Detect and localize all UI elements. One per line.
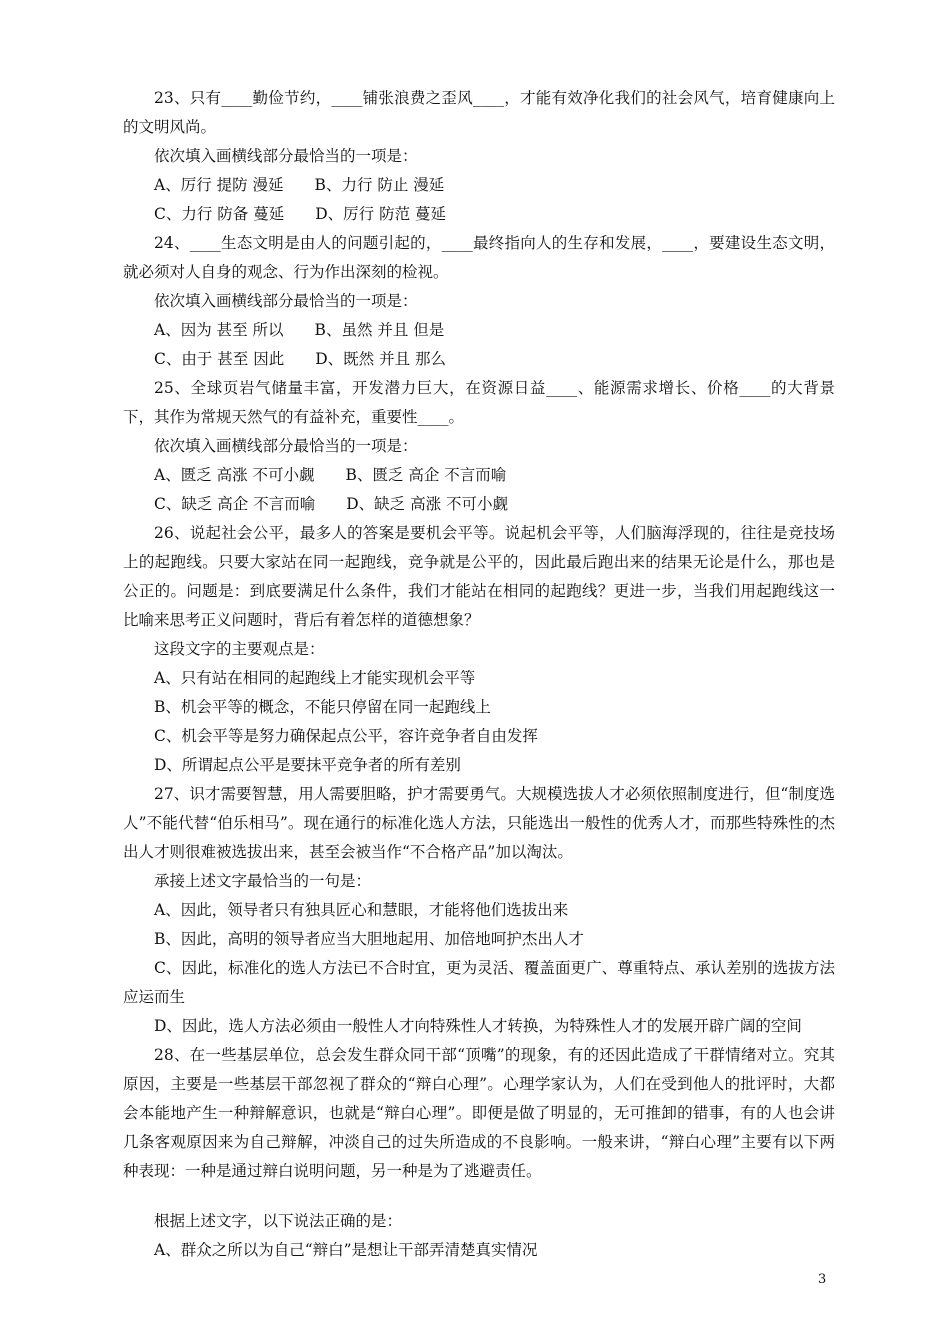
option-d: D、所谓起点公平是要抹平竞争者的所有差别 [154,756,461,774]
question-26 [123,519,835,780]
question-stem: 25、全球页岩气储量丰富，开发潜力巨大，在资源日益____、能源需求增长、价格____的大背景下，其作为常规天然气的有益补充，重要性____。 [123,379,835,426]
option-row: A、因为 甚至 所以 B、虽然 并且 但是 [154,321,445,339]
option-row: C、由于 甚至 因此 D、既然 并且 那么 [154,350,446,368]
option-row: A、匮乏 高涨 不可小觑 B、匮乏 高企 不言而喻 [154,466,507,484]
option-a: A、因此，领导者只有独具匠心和慧眼，才能将他们选拔出来 [154,901,569,919]
question-stem: 26、说起社会公平，最多人的答案是要机会平等。说起机会平等，人们脑海浮现的，往往是竞技场上的起跑线。只要大家站在同一起跑线，竞争就是公平的，因此最后跑出来的结果无论是什么，那也是公正的。问题是：到底要满足什么条件，我们才能站在相同的起跑线？更进一步，当我们用起跑线这一比喻来思考正义问题时，背后有着怎样的道德想象？ [123,524,835,629]
question-prompt: 根据上述文字，以下说法正确的是： [154,1212,403,1230]
question-prompt: 依次填入画横线部分最恰当的一项是： [154,147,418,165]
page-number: 3 [818,1272,827,1287]
option-row: C、缺乏 高企 不言而喻 D、缺乏 高涨 不可小觑 [154,495,508,513]
question-25 [123,374,835,519]
question-prompt: 这段文字的主要观点是： [154,640,325,658]
question-24 [123,229,835,374]
option-b: B、因此，高明的领导者应当大胆地起用、加倍地呵护杰出人才 [154,930,584,948]
option-c: C、机会平等是努力确保起点公平，容许竞争者自由发挥 [154,727,538,745]
option-a: A、只有站在相同的起跑线上才能实现机会平等 [154,669,476,687]
question-stem: 23、只有____勤俭节约，____铺张浪费之歪风____，才能有效净化我们的社会风气，培育健康向上的文明风尚。 [123,89,835,136]
question-28 [123,1041,835,1265]
option-a: A、群众之所以为自己“辩白”是想让干部弄清楚真实情况 [154,1241,538,1259]
question-23 [123,84,835,229]
question-prompt: 依次填入画横线部分最恰当的一项是： [154,437,418,455]
question-stem: 24、____生态文明是由人的问题引起的，____最终指向人的生存和发展，____，要建设生态文明，就必须对人自身的观念、行为作出深刻的检视。 [123,234,835,281]
option-d: D、因此，选人方法必须由一般性人才向特殊性人才转换，为特殊性人才的发展开辟广阔的空间 [154,1017,802,1035]
page-content [123,84,835,1265]
option-b: B、机会平等的概念，不能只停留在同一起跑线上 [154,698,491,716]
option-row: C、力行 防备 蔓延 D、厉行 防范 蔓延 [154,205,446,223]
question-prompt: 依次填入画横线部分最恰当的一项是： [154,292,418,310]
paragraph-gap [123,1186,835,1207]
question-prompt: 承接上述文字最恰当的一句是： [154,872,372,890]
option-c: C、因此，标准化的选人方法已不合时宜，更为灵活、覆盖面更广、尊重特点、承认差别的选拔方法应运而生 [123,959,835,1006]
question-27 [123,780,835,1041]
option-row: A、厉行 提防 漫延 B、力行 防止 漫延 [154,176,445,194]
question-stem: 28、在一些基层单位，总会发生群众同干部“顶嘴”的现象，有的还因此造成了干群情绪对立。究其原因，主要是一些基层干部忽视了群众的“辩白心理”。心理学家认为，人们在受到他人的批评时，大都会本能地产生一种辩解意识，也就是“辩白心理”。即便是做了明显的，无可推卸的错事，有的人也会讲几条客观原因来为自己辩解，冲淡自己的过失所造成的不良影响。一般来讲，“辩白心理”主要有以下两种表现：一种是通过辩白说明问题，另一种是为了逃避责任。 [123,1046,835,1180]
question-stem: 27、识才需要智慧，用人需要胆略，护才需要勇气。大规模选拔人才必须依照制度进行，但“制度选人”不能代替“伯乐相马”。现在通行的标准化选人方法，只能选出一般性的优秀人才，而那些特殊性的杰出人才则很难被选拔出来，甚至会被当作“不合格产品”加以淘汰。 [123,785,835,861]
